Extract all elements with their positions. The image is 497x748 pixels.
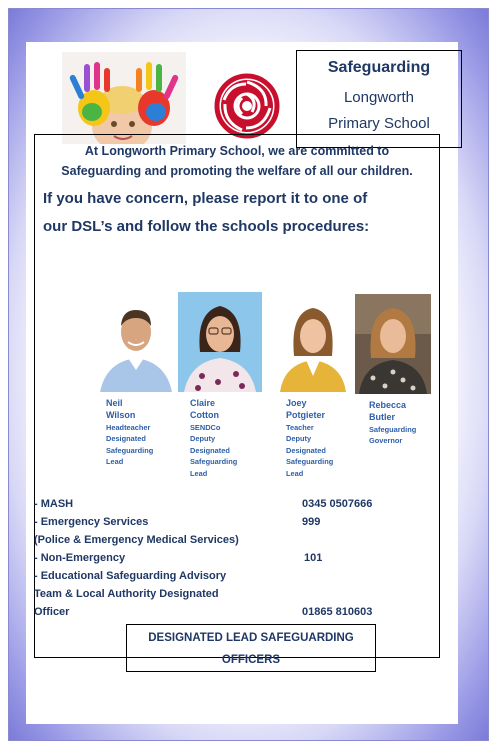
photo-joey-potgieter: [278, 296, 348, 392]
photo-rebecca-butler: [355, 294, 431, 394]
designated-lead-line1: DESIGNATED LEAD SAFEGUARDING: [148, 632, 354, 644]
person-role-rebecca-butler: [369, 424, 439, 447]
role-line: Teacher: [286, 423, 314, 432]
school-rose-logo: [212, 72, 282, 140]
first-name: Neil: [106, 398, 123, 408]
role-line: Lead: [190, 468, 208, 478]
last-name: Potgieter: [286, 409, 326, 420]
first-name: Claire: [190, 398, 216, 408]
contact-label: Officer: [34, 606, 70, 618]
role-line: Headteacher: [106, 423, 151, 432]
school-name-line2: Primary School: [328, 115, 430, 132]
role-line: Designated: [190, 445, 230, 455]
person-role-neil-wilson: [106, 422, 176, 468]
contact-label: - Educational Safeguarding Advisory: [34, 570, 227, 582]
contact-label: - Emergency Services: [34, 516, 149, 528]
concern-text: [43, 185, 439, 241]
contact-label: (Police & Emergency Medical Services): [34, 534, 239, 546]
last-name: Cotton: [190, 409, 219, 420]
first-name: Joey: [286, 398, 307, 408]
contact-number: 0345 0507666: [302, 498, 373, 510]
photo-claire-cotton: [178, 292, 262, 392]
role-line: Lead: [286, 468, 304, 478]
role-line: Designated: [286, 445, 326, 455]
role-line: SENDCo: [190, 423, 221, 432]
role-line: Governor: [369, 436, 403, 446]
person-role-claire-cotton: [190, 422, 260, 479]
role-line: Safeguarding: [190, 457, 238, 467]
contact-label: Team & Local Authority Designated: [34, 588, 219, 600]
designated-lead-line2: OFFICERS: [221, 654, 281, 666]
intro-text: [35, 141, 439, 181]
person-name-joey-potgieter: [286, 398, 356, 421]
role-line: Deputy: [286, 434, 312, 444]
role-line: Lead: [106, 457, 124, 467]
contact-label: - Non-Emergency: [34, 552, 126, 564]
intro-line2: Safeguarding and promoting the welfare of all our children.: [61, 164, 413, 178]
school-name-line1: Longworth: [343, 89, 415, 106]
poster-title: Safeguarding: [327, 59, 431, 76]
role-line: Designated: [106, 434, 146, 444]
contact-number: 101: [304, 552, 323, 564]
person-role-joey-potgieter: [286, 422, 356, 479]
contact-number: 999: [302, 516, 321, 528]
designated-lead-box: [126, 624, 376, 672]
role-line: Safeguarding: [369, 425, 417, 434]
concern-line1: If you have concern, please report it to one of: [43, 190, 368, 207]
last-name: Butler: [369, 411, 396, 422]
contact-number: 01865 810603: [302, 606, 373, 618]
role-line: Deputy: [190, 434, 216, 444]
first-name: Rebecca: [369, 400, 407, 410]
child-painted-hands-image: [62, 52, 186, 144]
last-name: Wilson: [106, 409, 136, 420]
person-name-rebecca-butler: [369, 400, 439, 423]
concern-line2: our DSL’s and follow the schools procedures:: [43, 218, 370, 235]
role-line: Safeguarding: [106, 445, 154, 455]
intro-line1: At Longworth Primary School, we are committed to: [84, 144, 390, 158]
person-name-claire-cotton: [190, 398, 260, 421]
photo-neil-wilson: [96, 296, 176, 392]
person-name-neil-wilson: [106, 398, 176, 421]
role-line: Safeguarding: [286, 457, 334, 467]
contact-label: - MASH: [34, 498, 74, 510]
